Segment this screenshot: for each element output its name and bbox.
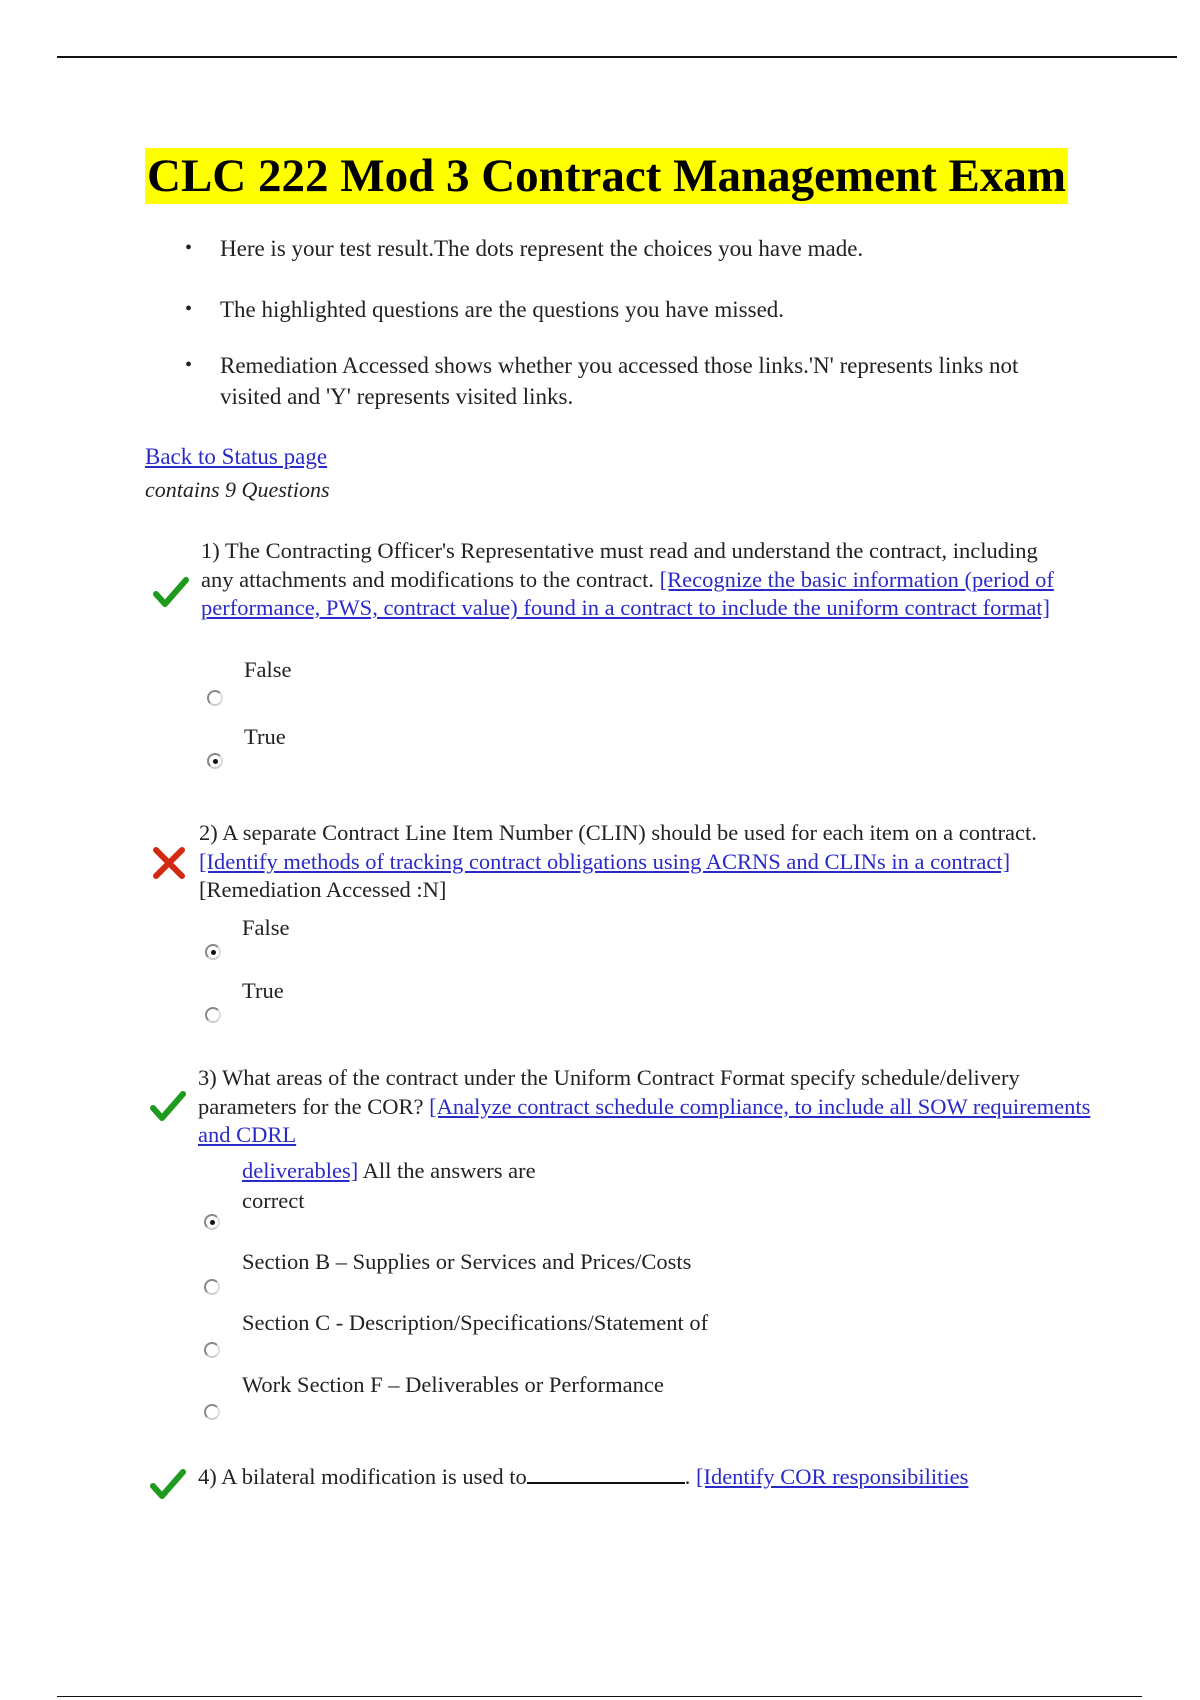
fill-in-blank [527,1460,685,1484]
correct-check-icon [150,1466,186,1502]
objective-link[interactable]: [Identify methods of tracking contract obligations using ACRNS and CLINs in a contract] [199,848,1011,874]
radio-section-b[interactable] [204,1279,220,1295]
question-count: contains 9 Questions [145,477,330,502]
bullet-text: The highlighted questions are the questions you have missed. [220,297,785,322]
objective-link[interactable]: [Analyze contract schedule compliance, to include all SOW requirements and CDRL [198,1093,1091,1147]
bullet-icon: • [185,298,193,320]
option-label: True [244,724,286,749]
option-row [242,1157,536,1185]
question-1 [201,537,1071,623]
question-prompt: 2) A separate Contract Line Item Number (CLIN) should be used for each item on a contract. [199,820,1037,845]
bullet-icon: • [185,237,193,259]
back-to-status-link[interactable]: Back to Status page [145,444,328,469]
objective-link-continued[interactable]: deliverables] [242,1158,359,1183]
option-label: correct [242,1188,305,1213]
bottom-rule [57,1696,1142,1697]
question-prompt: 1) The Contracting Officer's Representative must read and understand the contract, including any attachments and modifications to the contract. [201,538,1038,592]
radio-section-f[interactable] [204,1404,220,1420]
prompt-punctuation: . [684,1464,691,1489]
radio-false[interactable] [205,944,221,960]
bullet-text: Here is your test result.The dots represent the choices you have made. [220,236,864,261]
radio-true[interactable] [207,753,223,769]
option-label: False [242,915,290,940]
option-label: True [242,978,284,1003]
option-label: False [244,657,292,682]
question-3 [198,1064,1098,1150]
question-4 [198,1460,1098,1492]
radio-all-correct[interactable] [204,1214,220,1230]
option-label: All the answers are [362,1158,536,1183]
radio-false[interactable] [207,690,223,706]
correct-check-icon [150,1088,186,1124]
remediation-status: [Remediation Accessed :N] [199,877,447,902]
bullet-text: Remediation Accessed shows whether you accessed those links.'N' represents links not visited and 'Y' represents visited links. [220,353,1019,409]
correct-check-icon [153,574,189,610]
top-rule [57,56,1177,58]
bullet-icon: • [185,354,193,376]
radio-section-c[interactable] [204,1342,220,1358]
question-2 [199,819,1079,905]
list-item [185,294,1085,325]
option-label: Work Section F – Deliverables or Performance [242,1372,664,1397]
option-label: Section C - Description/Specifications/Statement of [242,1310,709,1335]
option-label: Section B – Supplies or Services and Prices/Costs [242,1249,692,1274]
question-prompt: 4) A bilateral modification is used to [198,1464,527,1489]
objective-link[interactable]: [Identify COR responsibilities [695,1464,969,1489]
page-title: CLC 222 Mod 3 Contract Management Exam [147,150,1067,202]
wrong-x-icon [151,845,187,881]
objective-link[interactable]: [Recognize the basic information (period of performance, PWS, contract value) found in a contract to include the uniform contract format] [201,566,1054,620]
list-item [185,350,1085,412]
question-prompt: 3) What areas of the contract under the Uniform Contract Format specify schedule/delivery parameters for the COR? [198,1065,1020,1119]
list-item [185,233,1085,264]
radio-true[interactable] [205,1007,221,1023]
